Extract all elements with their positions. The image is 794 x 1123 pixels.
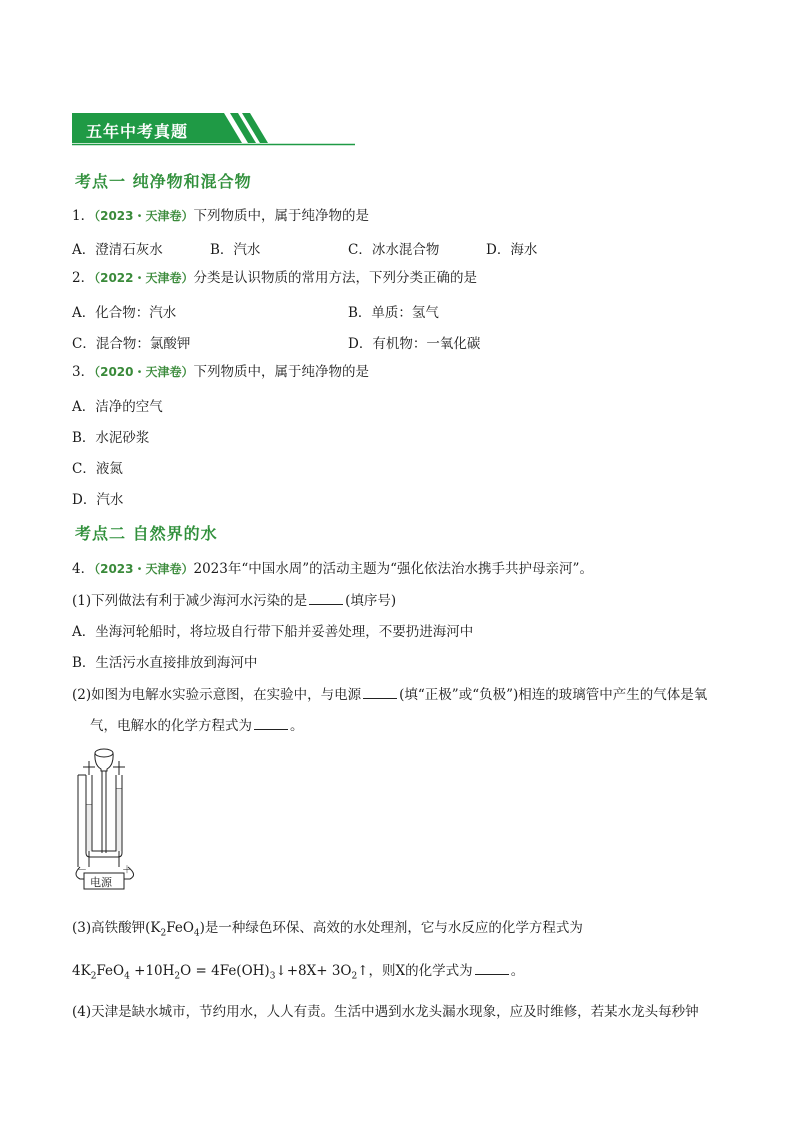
question-number: 2． bbox=[72, 270, 95, 286]
equation-part: +10H bbox=[129, 963, 175, 979]
plus-sign: ＋ bbox=[122, 865, 132, 876]
minus-sign: － bbox=[77, 865, 87, 876]
q2-option-a: A．化合物：汽水 bbox=[72, 305, 177, 321]
q4-part-1-option-b: B．生活污水直接排放到海河中 bbox=[72, 655, 258, 671]
section-banner bbox=[72, 111, 362, 147]
formula-k: K bbox=[150, 920, 161, 936]
q1-option-b: B．汽水 bbox=[210, 242, 261, 258]
q1-option-a: A．澄清石灰水 bbox=[72, 242, 163, 258]
question-2 bbox=[72, 269, 477, 287]
question-number: 4． bbox=[72, 561, 95, 577]
formula-subscript: 4 bbox=[193, 928, 200, 939]
q2-option-b: B．单质：氢气 bbox=[348, 305, 439, 321]
answer-blank[interactable] bbox=[363, 686, 397, 699]
q4-part-1-hint: (填序号) bbox=[345, 593, 397, 609]
question-source: （2022・天津卷） bbox=[94, 271, 194, 285]
question-number: 3． bbox=[72, 364, 95, 380]
question-stem: 2023年“中国水周”的活动主题为“强化依法治水携手共护母亲河”。 bbox=[193, 561, 593, 577]
question-stem: 下列物质中，属于纯净物的是 bbox=[193, 208, 369, 224]
equation-subscript: 2 bbox=[351, 971, 358, 982]
q4-part-1 bbox=[72, 592, 396, 610]
q4-part-2 bbox=[72, 686, 707, 704]
q3-option-c: C．液氮 bbox=[72, 461, 123, 477]
q4-part-2-text: (2)如图为电解水实验示意图，在实验中，与电源 bbox=[72, 687, 362, 703]
q4-part-1-option-a: A．坐海河轮船时，将垃圾自行带下船并妥善处理，不要扔进海河中 bbox=[72, 624, 474, 640]
equation-part: 4K bbox=[72, 963, 91, 979]
equation-subscript: 2 bbox=[174, 971, 181, 982]
question-4 bbox=[72, 560, 593, 578]
equation-part: ↑，则X的化学式为 bbox=[357, 963, 473, 979]
power-source-label: 电源 bbox=[90, 876, 112, 889]
q2-option-c: C．混合物：氯酸钾 bbox=[72, 336, 191, 352]
q3-option-a: A．洁净的空气 bbox=[72, 399, 163, 415]
q4-part-3-text: (3)高铁酸钾( bbox=[72, 920, 151, 936]
question-source: （2020・天津卷） bbox=[94, 365, 194, 379]
formula-subscript: 2 bbox=[160, 928, 167, 939]
q1-option-d: D．海水 bbox=[486, 242, 538, 258]
section-title-2: 考点二 自然界的水 bbox=[75, 524, 218, 543]
answer-blank[interactable] bbox=[254, 717, 288, 730]
q4-part-3-text-2: )是一种绿色环保、高效的水处理剂，它与水反应的化学方程式为 bbox=[199, 920, 583, 936]
q3-option-b: B．水泥砂浆 bbox=[72, 430, 150, 446]
q4-part-3 bbox=[72, 919, 583, 943]
question-1 bbox=[72, 207, 369, 225]
question-source: （2023・天津卷） bbox=[94, 209, 194, 223]
electrolysis-apparatus-diagram bbox=[66, 745, 166, 895]
equation-part: ↓+8X+ 3O bbox=[275, 963, 352, 979]
equation-subscript: 2 bbox=[90, 971, 97, 982]
equation-subscript: 3 bbox=[269, 971, 276, 982]
equation-subscript: 4 bbox=[124, 971, 130, 982]
q4-part-1-text: (1)下列做法有利于减少海河水污染的是 bbox=[72, 593, 308, 609]
q4-part-2-hint: (填“正极”或“负极”)相连的玻璃管中产生的气体是氧 bbox=[399, 687, 708, 703]
section-title-1: 考点一 纯净物和混合物 bbox=[75, 172, 252, 191]
question-stem: 分类是认识物质的常用方法，下列分类正确的是 bbox=[193, 270, 477, 286]
q2-option-d: D．有机物：一氧化碳 bbox=[348, 336, 481, 352]
question-source: （2023・天津卷） bbox=[94, 562, 194, 576]
q4-part-2-text-2: 气，电解水的化学方程式为 bbox=[90, 718, 252, 734]
q4-part-4: (4)天津是缺水城市，节约用水，人人有责。生活中遇到水龙头漏水现象，应及时维修，若某水龙头每秒钟 bbox=[72, 1004, 699, 1020]
q1-option-c: C．冰水混合物 bbox=[348, 242, 440, 258]
equation-part: O = 4Fe(OH) bbox=[180, 963, 270, 979]
formula-feo: FeO bbox=[166, 920, 194, 936]
period: 。 bbox=[510, 963, 525, 979]
question-3 bbox=[72, 363, 369, 381]
question-number: 1． bbox=[72, 208, 95, 224]
q4-part-2-cont bbox=[90, 717, 304, 735]
equation-part: FeO bbox=[96, 963, 125, 979]
answer-blank[interactable] bbox=[309, 592, 343, 605]
period: 。 bbox=[290, 718, 304, 734]
answer-blank[interactable] bbox=[475, 962, 509, 975]
banner-title: 五年中考真题 bbox=[86, 122, 189, 141]
question-stem: 下列物质中，属于纯净物的是 bbox=[193, 364, 369, 380]
q3-option-d: D．汽水 bbox=[72, 492, 124, 508]
q4-equation bbox=[72, 962, 524, 986]
